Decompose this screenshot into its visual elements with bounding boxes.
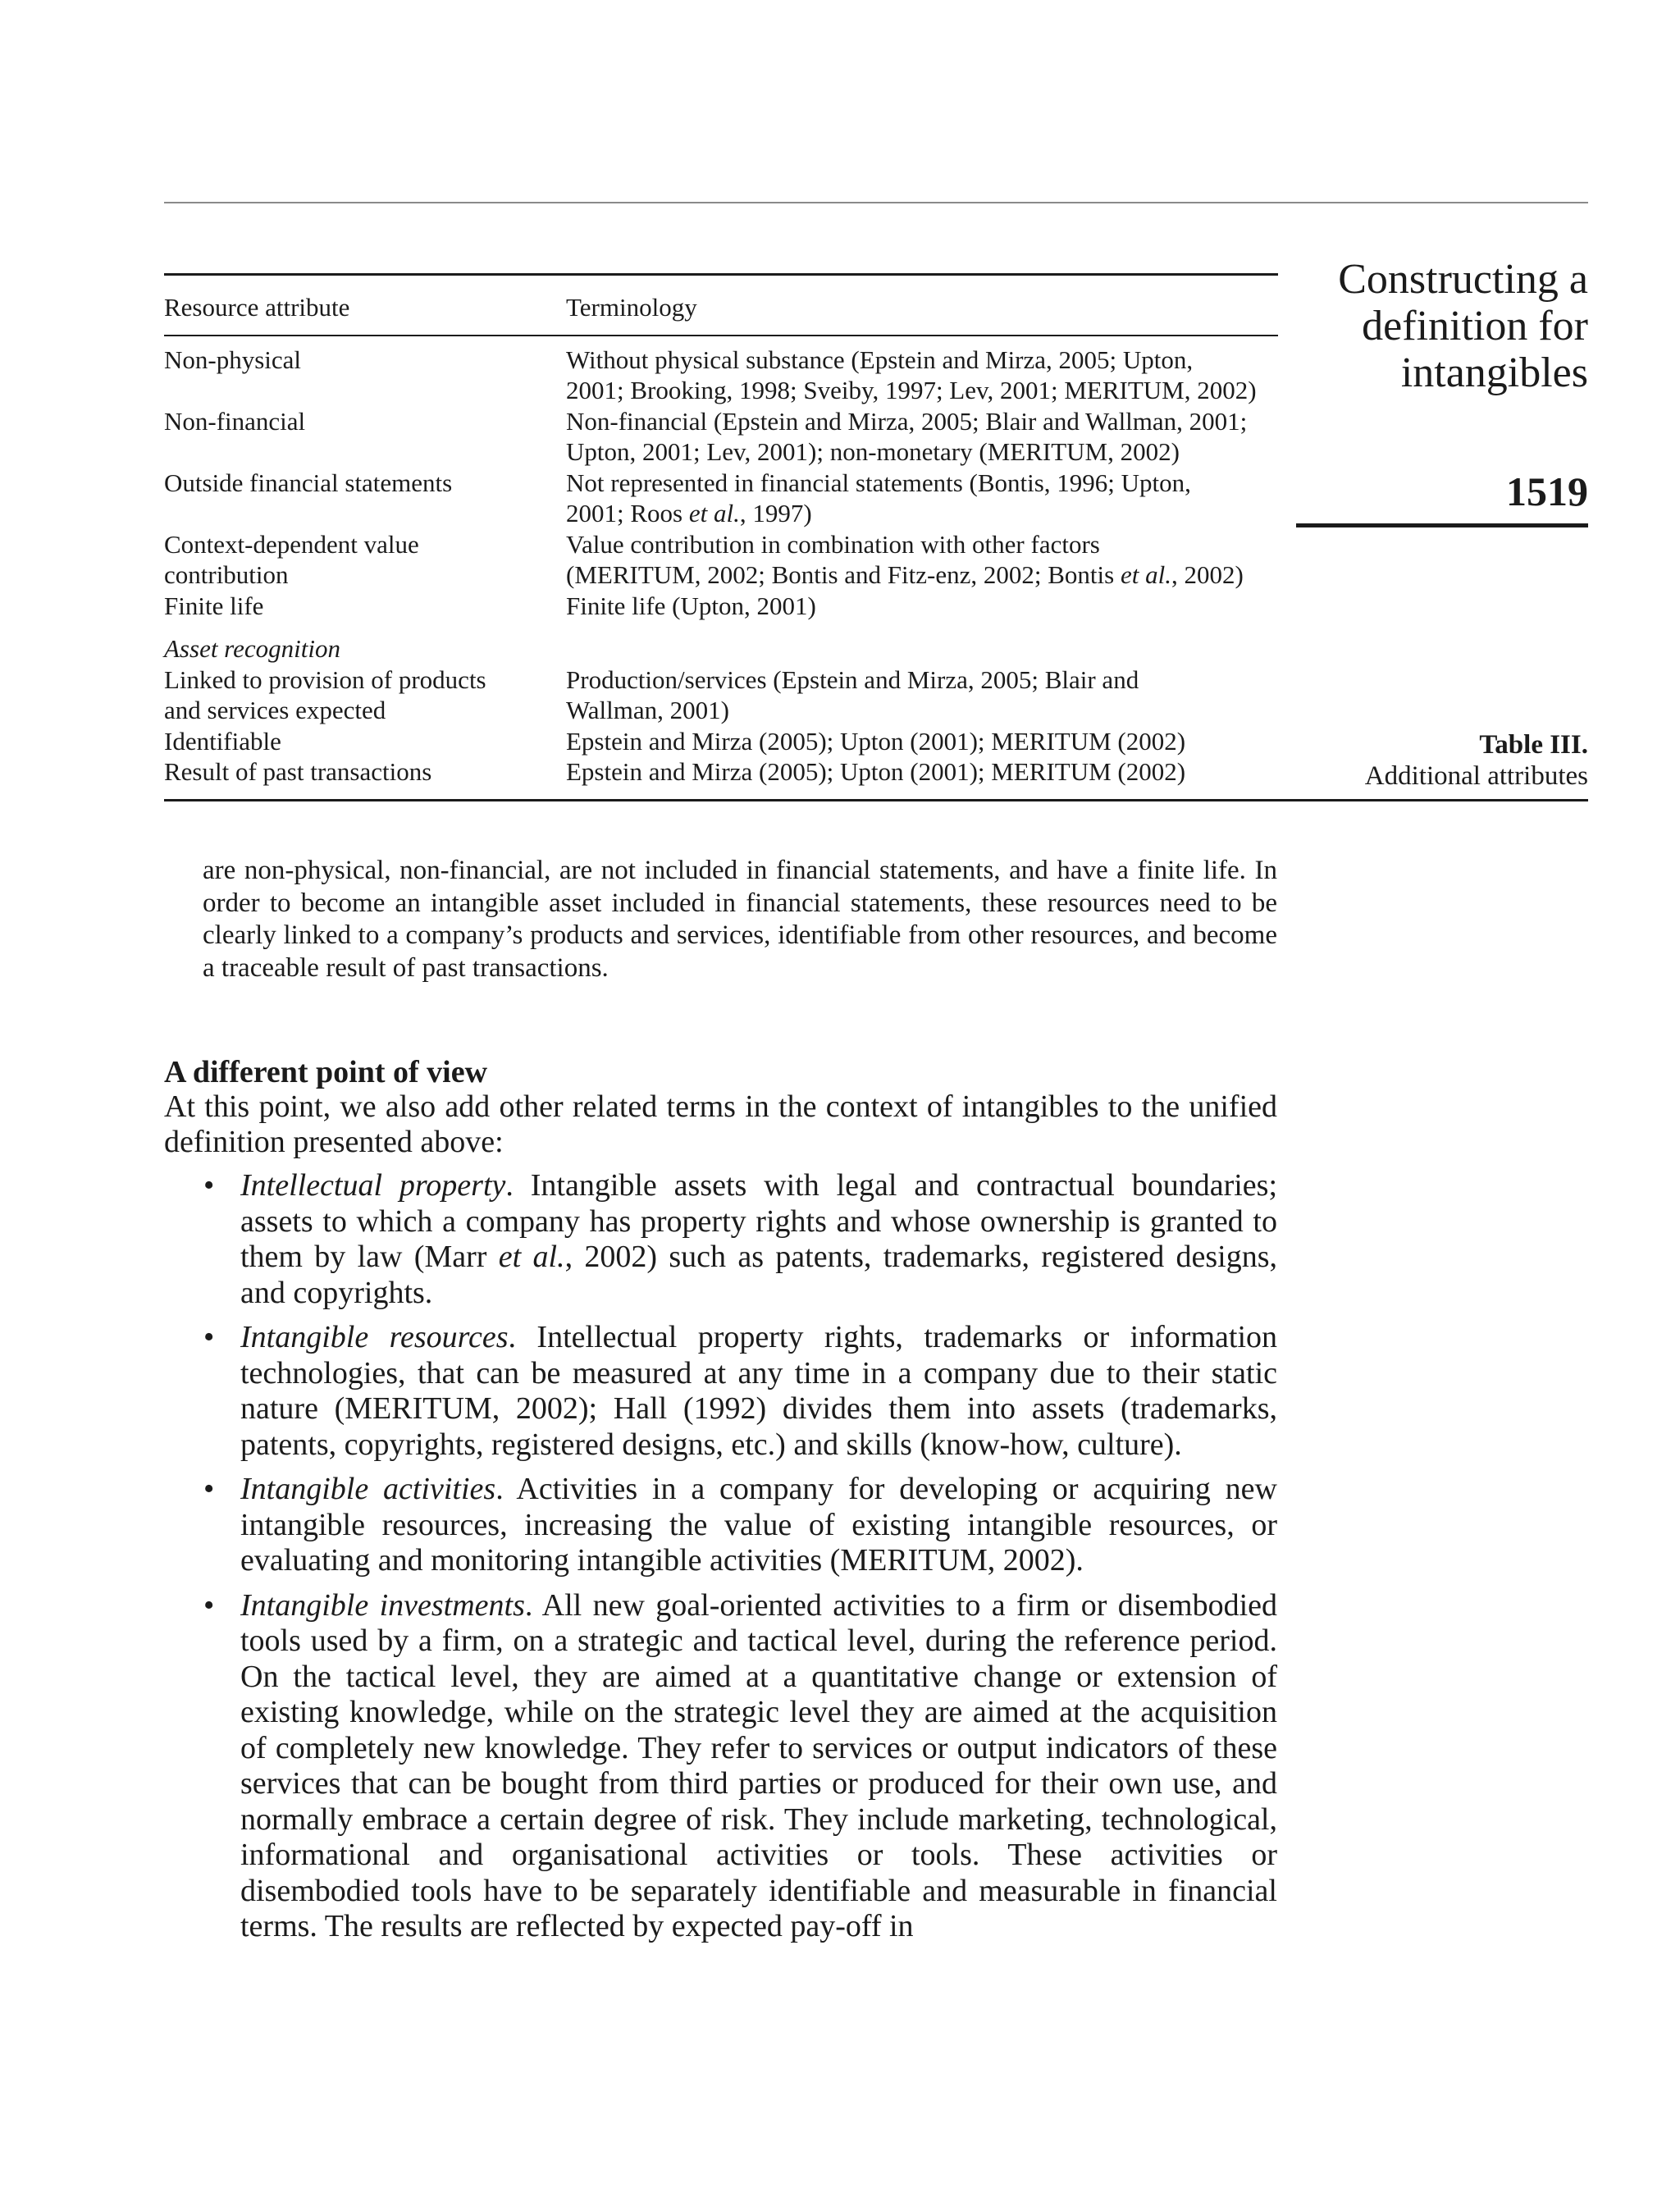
list-item-term: Intangible investments [240,1587,525,1623]
table-row [164,726,1278,757]
section-heading: A different point of view [164,1055,488,1089]
table-header-cell: Resource attribute [164,293,350,322]
table-row [164,664,1278,726]
list-item [164,1472,1277,1579]
table-cell-terminology: Without physical substance (Epstein and Mirza, 2005; Upton, 2001; Brooking, 1998; Sveiby, 1997; Lev, 2001; MERITUM, 2002) [566,345,1257,404]
bullet-icon: • [203,1587,215,1623]
table-body-2 [164,664,1588,788]
list-item [164,1320,1277,1463]
table-row [164,345,1278,406]
page-number: 1519 [1506,468,1588,514]
table-section-label: Asset recognition [164,634,340,663]
table-bottom-rule [164,799,1588,801]
list-item [164,1168,1277,1311]
table-row [164,756,1278,788]
table-cell-attribute: Context-dependent value contribution [164,529,419,589]
table-cell-attribute: Finite life [164,591,264,620]
bullet-list [164,1168,1277,1954]
table-cell-terminology: Non-financial (Epstein and Mirza, 2005; Blair and Wallman, 2001; Upton, 2001; Lev, 2001); non-monetary (MERITUM, 2002) [566,406,1248,466]
table-caption: Additional attributes [1364,761,1588,791]
list-item-term: Intellectual property [240,1168,506,1203]
table-label: Table III. [1479,730,1588,760]
attributes-table [164,273,1588,801]
table-cell-terminology: Not represented in financial statements (Bontis, 1996; Upton, 2001; Roos et al., 1997) [566,468,1191,527]
table-cell-attribute: Non-financial [164,406,306,436]
table-cell-terminology: Epstein and Mirza (2005); Upton (2001); MERITUM (2002) [566,726,1186,756]
list-item-term: Intangible activities [240,1472,496,1506]
page-top-rule [164,202,1588,203]
bullet-icon: • [203,1472,215,1506]
running-head-line: definition for [1362,303,1588,349]
table-header-row [164,276,1278,335]
table-cell-attribute: Result of past transactions [164,757,432,786]
list-item-text: . Activities in a company for developing or acquiring new intangible resources, increasing the value of existing intangible resources, or evaluating and monitoring intangible activities (MERITUM, 2002). [240,1472,1277,1578]
table-cell-attribute: Linked to provision of products and services expected [164,664,486,724]
table-row [164,529,1278,591]
running-head-line: Constructing a [1338,256,1588,303]
table-cell-terminology: Production/services (Epstein and Mirza, 2005; Blair and Wallman, 2001) [566,664,1139,724]
body-paragraph: are non-physical, non-financial, are not included in financial statements, and have a finite life. In order to become an intangible asset included in financial statements, these resources need to be clearly linked to a company’s products and services, identifiable from other resources, and become a traceable result of past transactions. [203,856,1277,983]
table-cell-terminology: Epstein and Mirza (2005); Upton (2001); MERITUM (2002) [566,757,1186,786]
table-cell-terminology: Value contribution in combination with other factors (MERITUM, 2002; Bontis and Fitz-enz, 2002; Bontis et al., 2002) [566,529,1244,589]
bullet-icon: • [203,1320,215,1354]
list-item [164,1588,1277,1945]
bullet-icon: • [203,1168,215,1203]
list-item-text: . All new goal-oriented activities to a firm or disembodied tools used by a firm, on a strategic and tactical level, during the reference period. On the tactical level, they are aimed at a quantitative change or extension of existing knowledge, while on the strategic level they are aimed at the acquisition of completely new knowledge. They refer to services or output indicators of these services that can be bought from third parties or produced for their own use, and normally embrace a certain degree of risk. They include marketing, technological, informational and organisational activities or tools. These activities or disembodied tools have to be separately identifiable and measurable in financial terms. The results are reflected by expected pay-off in [240,1587,1277,1943]
table-row [164,468,1278,529]
table-cell-attribute: Non-physical [164,345,302,374]
table-row [164,406,1278,468]
table-body [164,336,1588,622]
list-item-text: . Intangible assets with legal and contractual boundaries; assets to which a company has property rights and whose ownership is granted to them by law (Marr et al., 2002) such as patents, trademarks, registered designs, and copyrights. [240,1168,1278,1310]
table-header-cell: Terminology [566,293,697,322]
table-cell-attribute: Outside financial statements [164,468,453,497]
list-item-text: . Intellectual property rights, trademarks or information technologies, that can be measured at any time in a company due to their static nature (MERITUM, 2002); Hall (1992) divides them into assets (trademarks, patents, copyrights, registered designs, etc.) and skills (know-how, culture). [240,1320,1277,1462]
list-item-term: Intangible resources [240,1320,509,1354]
intro-paragraph: At this point, we also add other related terms in the context of intangibles to the unified definition presented above: [164,1089,1277,1159]
running-head-line: intangibles [1400,349,1588,396]
table-cell-attribute: Identifiable [164,726,281,756]
table-cell-terminology: Finite life (Upton, 2001) [566,591,816,620]
table-row [164,591,1278,622]
